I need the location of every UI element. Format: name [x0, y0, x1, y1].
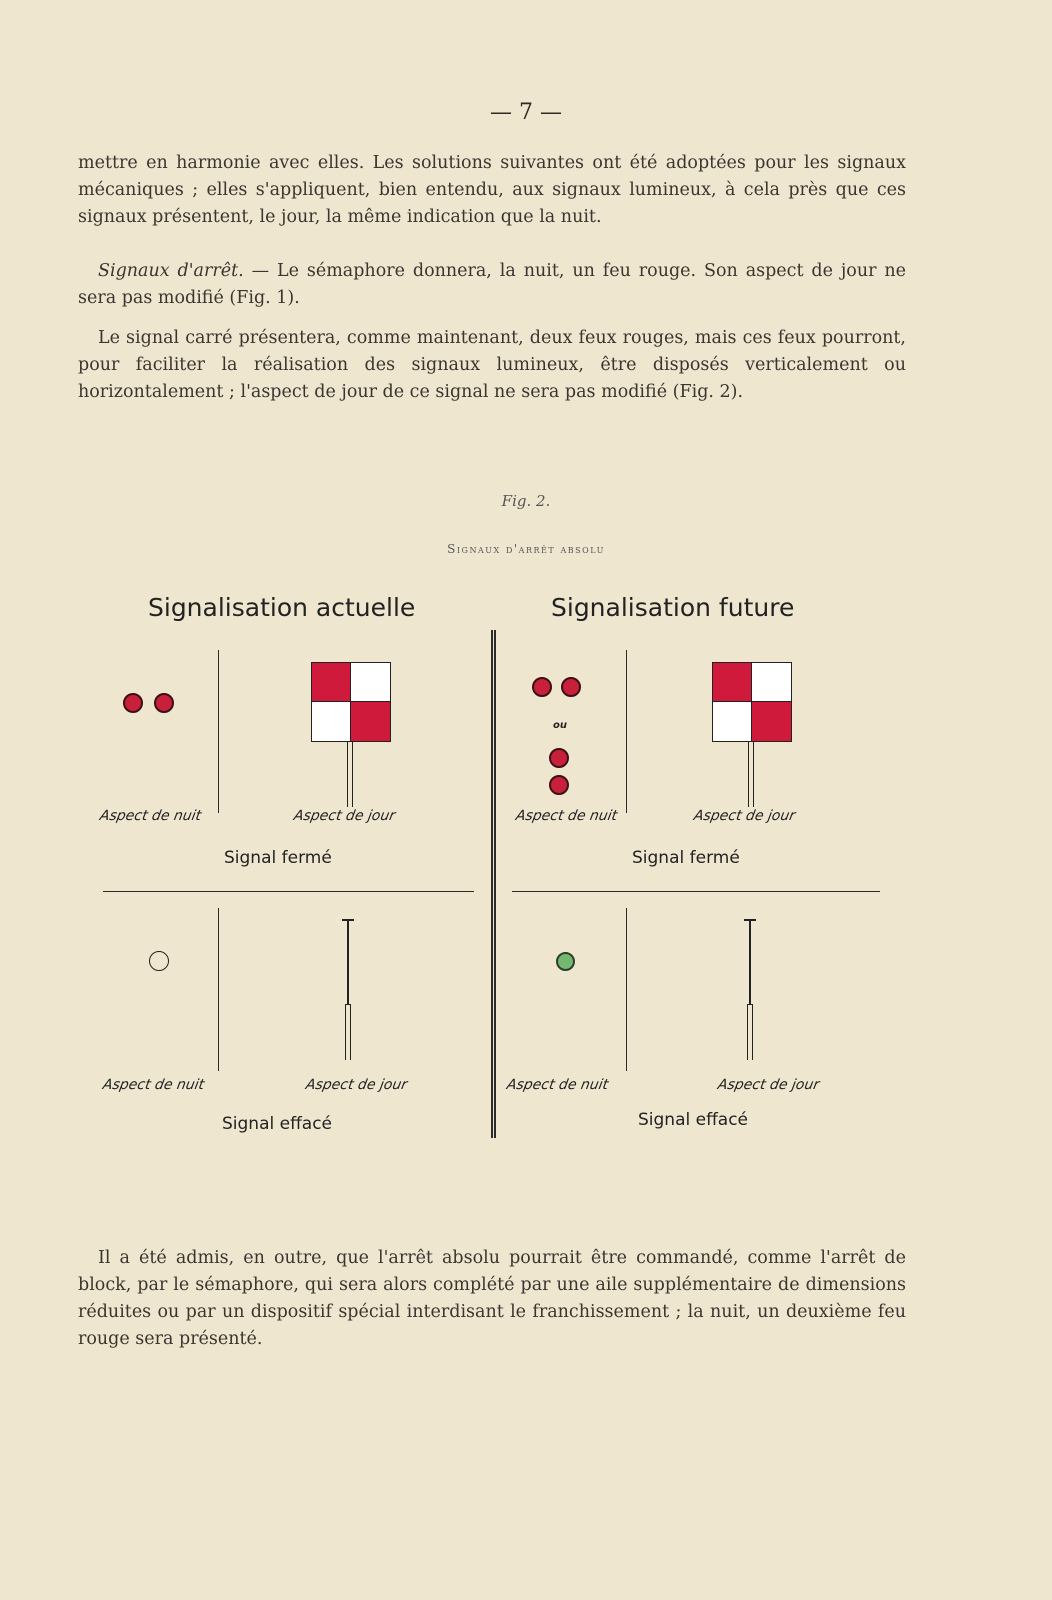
- left-divider-bottom: [218, 908, 219, 1071]
- label-day-aspect: Aspect de jour: [692, 808, 797, 824]
- label-night-aspect: Aspect de nuit: [101, 1077, 206, 1093]
- red-light-icon: [123, 693, 143, 713]
- right-horizontal-divider: [512, 891, 880, 892]
- paragraph-square-signal: Le signal carré présentera, comme maintenant, deux feux rouges, mais ces feux pourront, pour faciliter la réalisation des signaux lumineux, être disposés verticalement ou horizontalement ; l'aspect de jour de ce signal ne sera pas modifié (Fig. 2).: [78, 328, 906, 402]
- signal-mast-icon: [347, 742, 353, 807]
- label-night-aspect: Aspect de nuit: [505, 1077, 610, 1093]
- label-signal-closed: Signal fermé: [224, 848, 332, 868]
- left-horizontal-divider: [103, 891, 474, 892]
- paragraph-intro: mettre en harmonie avec elles. Les solutions suivantes ont été adoptées pour les signaux mécaniques ; elles s'appliquent, bien entendu, aux signaux lumineux, à cela près que ces signaux présentent, le jour, la même indication que la nuit.: [78, 153, 906, 227]
- red-light-icon: [561, 677, 581, 697]
- square-signal-board-icon: [712, 662, 792, 742]
- left-divider-top: [218, 650, 219, 813]
- red-light-icon: [532, 677, 552, 697]
- red-light-icon: [549, 775, 569, 795]
- label-night-aspect: Aspect de nuit: [98, 808, 203, 824]
- red-light-icon: [154, 693, 174, 713]
- white-light-icon: [149, 951, 169, 971]
- square-signal-board-icon: [311, 662, 391, 742]
- label-signal-cleared: Signal effacé: [222, 1114, 333, 1134]
- heading-current-signalling: Signalisation actuelle: [148, 593, 416, 622]
- signal-mast-icon: [748, 742, 754, 807]
- label-day-aspect: Aspect de jour: [716, 1077, 821, 1093]
- red-light-icon: [549, 748, 569, 768]
- paragraph-stop-signals-text: — Le sémaphore donnera, la nuit, un feu rouge. Son aspect de jour ne sera pas modifié (Fig. 1).: [78, 261, 906, 308]
- heading-future-signalling: Signalisation future: [551, 593, 795, 622]
- green-light-icon: [556, 952, 575, 971]
- paragraph-stop-signals-lead: Signaux d'arrêt.: [98, 261, 244, 281]
- signal-mast-base-icon: [747, 1004, 753, 1060]
- label-signal-cleared: Signal effacé: [638, 1110, 749, 1130]
- label-signal-closed: Signal fermé: [632, 848, 740, 868]
- right-divider-top: [626, 650, 627, 813]
- right-divider-bottom: [626, 908, 627, 1071]
- label-night-aspect: Aspect de nuit: [514, 808, 619, 824]
- signal-mast-base-icon: [345, 1004, 351, 1060]
- label-day-aspect: Aspect de jour: [304, 1077, 409, 1093]
- label-day-aspect: Aspect de jour: [292, 808, 397, 824]
- center-divider: [491, 630, 496, 1138]
- paragraph-absolute-stop: Il a été admis, en outre, que l'arrêt absolu pourrait être commandé, comme l'arrêt de block, par le sémaphore, qui sera alors complété par une aile supplémentaire de dimensions réduites ou par un dispositif spécial interdisant le franchissement ; la nuit, un deuxième feu rouge sera présenté.: [78, 1248, 906, 1349]
- page-number: — 7 —: [490, 100, 562, 125]
- paragraph-stop-signals: [78, 258, 906, 312]
- label-or: ou: [553, 720, 567, 731]
- figure-title: Signaux d'arrêt absolu: [447, 542, 605, 556]
- signal-mast-icon: [347, 919, 349, 1005]
- signal-mast-icon: [749, 919, 751, 1005]
- figure-label: Fig. 2.: [501, 492, 551, 510]
